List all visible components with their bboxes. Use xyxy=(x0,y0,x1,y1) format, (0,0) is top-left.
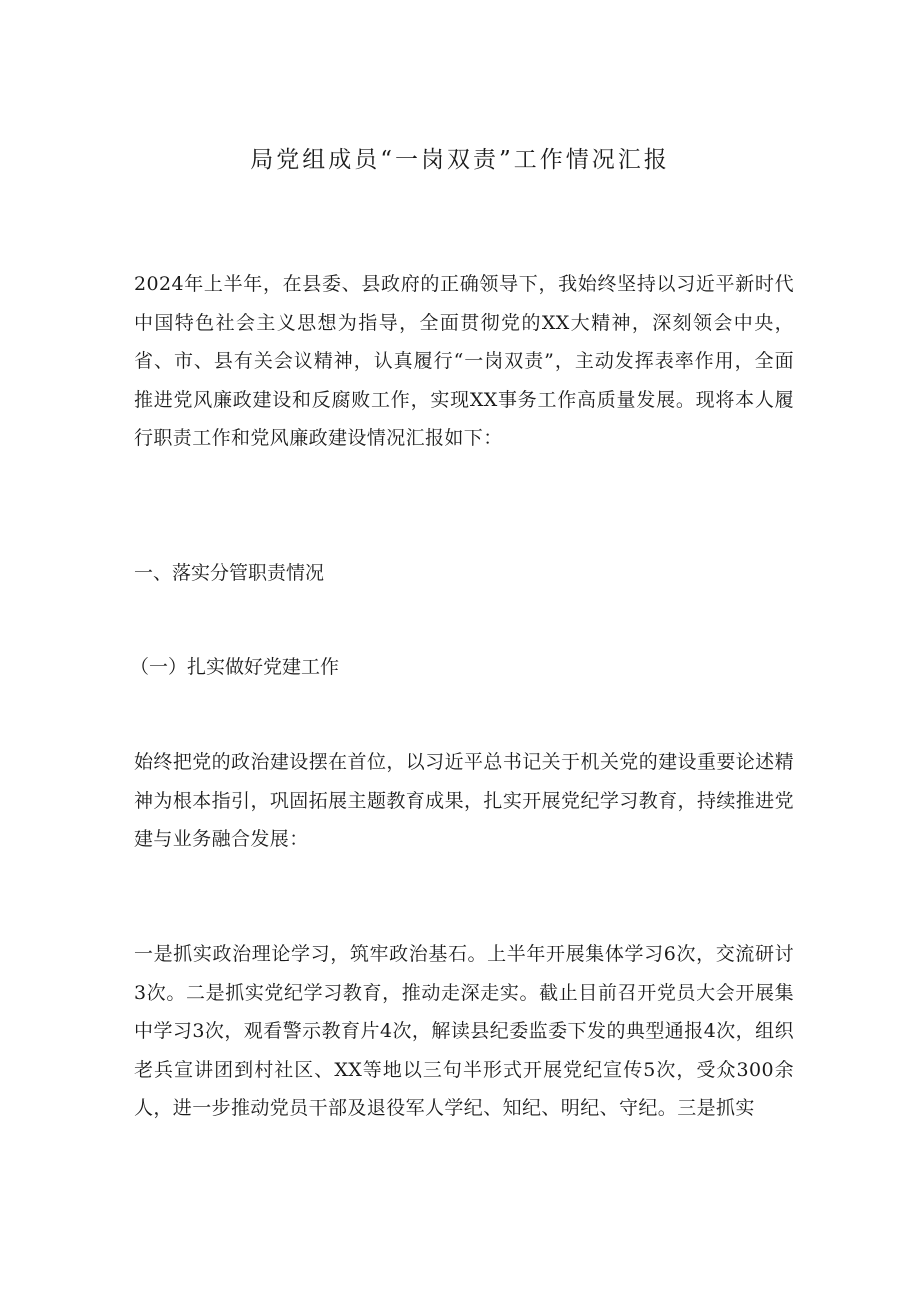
document-title: 局党组成员“一岗双责”工作情况汇报 xyxy=(250,147,670,173)
intro-paragraph: 2024年上半年，在县委、县政府的正确领导下，我始终坚持以习近平新时代中国特色社会主义思想为指导，全面贯彻党的XX大精神，深刻领会中央，省、市、县有关会议精神，认真履行“一岗双责”，主动发挥表率作用，全面推进党风廉政建设和反腐败工作，实现XX事务工作高质量发展。现将本人履行职责工作和党风廉政建设情况汇报如下： xyxy=(134,273,794,449)
section-heading: 一、落实分管职责情况 xyxy=(134,562,325,584)
study-paragraph: 一是抓实政治理论学习，筑牢政治基石。上半年开展集体学习6次，交流研讨3次。二是抓实党纪学习教育，推动走深走实。截止目前召开党员大会开展集中学习3次，观看警示教育片4次，解读县纪委监委下发的典型通报4次，组织老兵宣讲团到村社区、XX等地以三句半形式开展党纪宣传5次，受众300余人，进一步推动党员干部及退役军人学纪、知纪、明纪、守纪。三是抓实 xyxy=(134,943,794,1119)
party-building-paragraph: 始终把党的政治建设摆在首位，以习近平总书记关于机关党的建设重要论述精神为根本指引，巩固拓展主题教育成果，扎实开展党纪学习教育，持续推进党建与业务融合发展： xyxy=(134,751,794,850)
subsection-heading: （一）扎实做好党建工作 xyxy=(130,656,340,678)
